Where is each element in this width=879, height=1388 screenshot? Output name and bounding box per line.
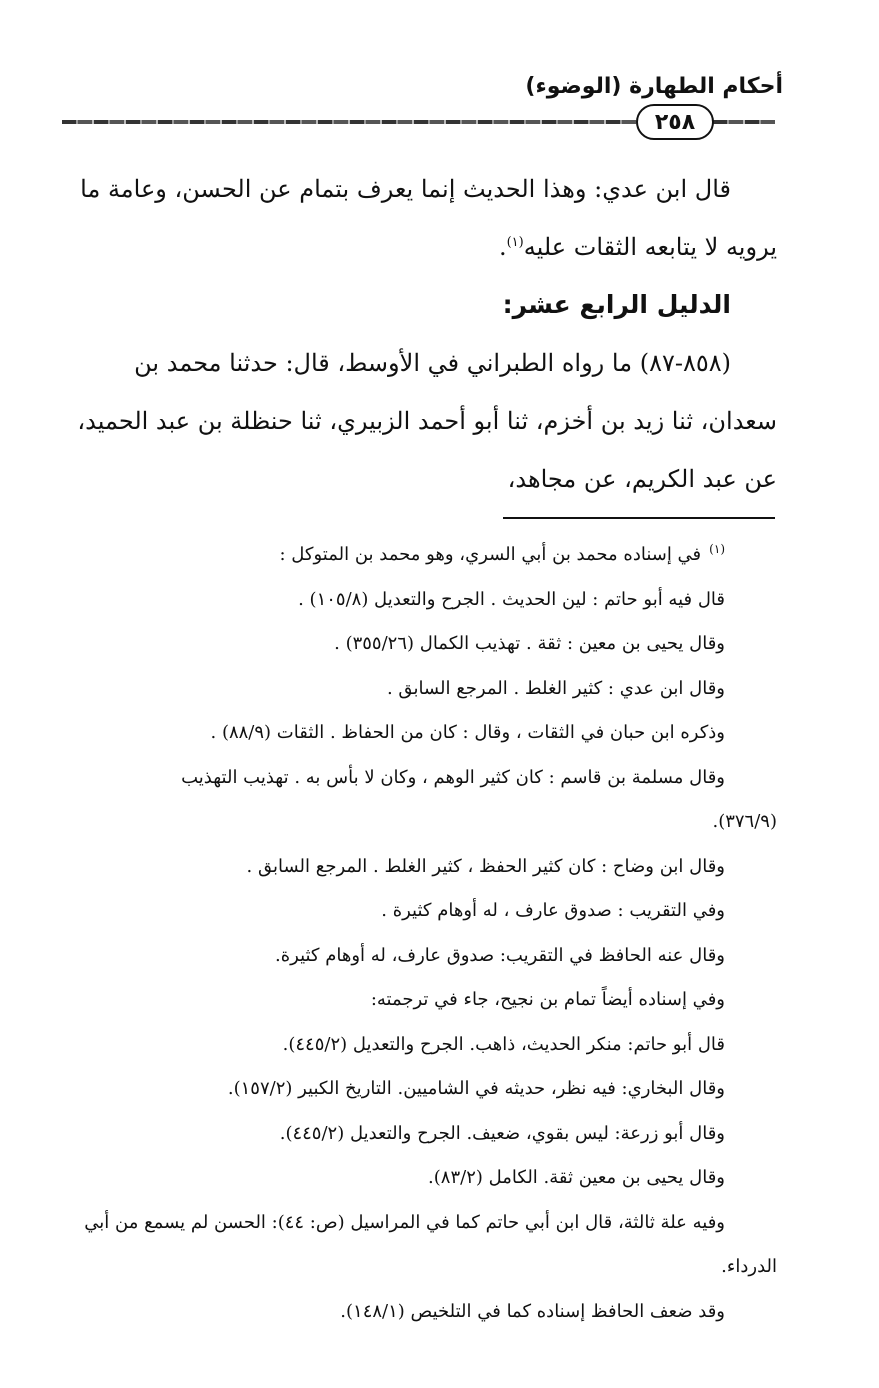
footnote-line: وفيه علة ثالثة، قال ابن أبي حاتم كما في المراسيل (ص: ٤٤): الحسن لم يسمع من أبي bbox=[84, 1211, 725, 1233]
header-rule-right bbox=[713, 120, 775, 124]
footnote-line: الدرداء. bbox=[721, 1256, 777, 1277]
paragraph-1-line-1: قال ابن عدي: وهذا الحديث إنما يعرف بتمام عن الحسن، وعامة ما bbox=[80, 175, 731, 203]
footnote-line: وفي التقريب : صدوق عارف ، له أوهام كثيرة . bbox=[381, 900, 725, 921]
page-number: ٢٥٨ bbox=[636, 104, 714, 140]
header-rule-left bbox=[62, 120, 640, 124]
footnote-line: وقال أبو زرعة: ليس بقوي، ضعيف. الجرح والتعديل (٤٤٥/٢). bbox=[279, 1122, 725, 1144]
footnote-line: وقال مسلمة بن قاسم : كان كثير الوهم ، وكان لا بأس به . تهذيب التهذيب bbox=[181, 766, 725, 788]
footnote-line: وقد ضعف الحافظ إسناده كما في التلخيص (١٤٨/١). bbox=[340, 1300, 725, 1322]
paragraph-2-line-1: (٨٥٨-٨٧) ما رواه الطبراني في الأوسط، قال: حدثنا محمد بن bbox=[134, 349, 731, 377]
footnote-line: وفي إسناده أيضاً تمام بن نجيح، جاء في ترجمته: bbox=[370, 989, 725, 1010]
footnote-line: $^{(١)}$في إسناده محمد بن أبي السري، وهو محمد بن المتوكل : bbox=[279, 542, 725, 565]
book-title: أحكام الطهارة (الوضوء) bbox=[525, 74, 783, 99]
paragraph-1-text: يرويه لا يتابعه الثقات عليه bbox=[523, 233, 777, 261]
section-heading: الدليل الرابع عشر: bbox=[502, 290, 731, 319]
paragraph-2-line-3: عن عبد الكريم، عن مجاهد، bbox=[507, 465, 777, 493]
paragraph-2-line-2: سعدان، ثنا زيد بن أخزم، ثنا أبو أحمد الزبيري، ثنا حنظلة بن عبد الحميد، bbox=[77, 407, 777, 435]
footnote-line: وقال يحيى بن معين : ثقة . تهذيب الكمال (٣٥٥/٢٦) . bbox=[334, 633, 725, 654]
footnote-line: قال فيه أبو حاتم : لين الحديث . الجرح والتعديل (١٠٥/٨) . bbox=[298, 588, 725, 610]
footnote-line: وذكره ابن حبان في الثقات ، وقال : كان من الحفاظ . الثقات (٨٨/٩) . bbox=[210, 722, 725, 743]
footnote-separator bbox=[503, 517, 775, 519]
paragraph-1-line-2 bbox=[52, 218, 777, 276]
footnote-line: وقال يحيى بن معين ثقة. الكامل (٨٣/٢). bbox=[428, 1167, 725, 1188]
footnote-line: وقال البخاري: فيه نظر، حديثه في الشاميين. التاريخ الكبير (١٥٧/٢). bbox=[227, 1078, 725, 1099]
footnote-line: وقال عنه الحافظ في التقريب: صدوق عارف، له أوهام كثيرة. bbox=[274, 944, 725, 966]
footnote-line: وقال ابن وضاح : كان كثير الحفظ ، كثير الغلط . المرجع السابق . bbox=[246, 855, 725, 877]
footnotes bbox=[52, 533, 777, 1334]
footnote-line: (٣٧٦/٩). bbox=[712, 811, 777, 832]
footnote-line: قال أبو حاتم: منكر الحديث، ذاهب. الجرح والتعديل (٤٤٥/٢). bbox=[282, 1033, 725, 1055]
footnote-reference: (١) bbox=[506, 235, 524, 250]
footnote-line: وقال ابن عدي : كثير الغلط . المرجع السابق . bbox=[386, 677, 725, 699]
paragraph-1-end: . bbox=[498, 233, 507, 261]
footnote-marker: (١) bbox=[709, 542, 725, 556]
main-text bbox=[52, 160, 777, 508]
